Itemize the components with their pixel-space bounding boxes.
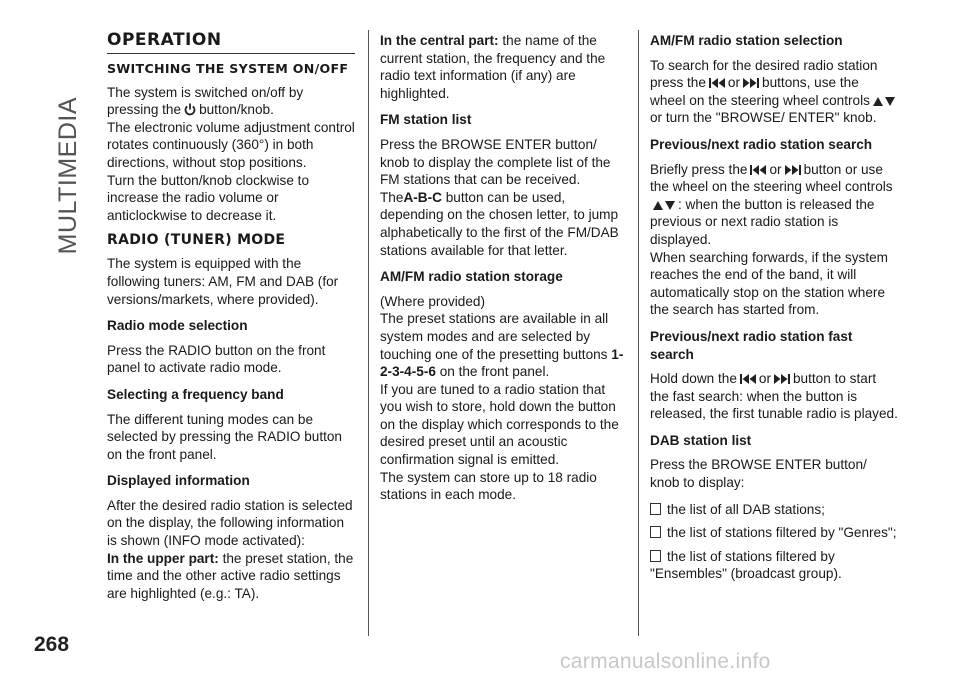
paragraph-upper	[107, 550, 355, 603]
abc-button-label: A-B-C	[403, 189, 442, 205]
section-title-operation: OPERATION	[107, 32, 355, 54]
preset-buttons-label: 1-2-3-4-5-6	[380, 346, 624, 380]
text: button to start the fast search: when the button is released, the first tunable radio is played.	[650, 371, 898, 422]
label-central: In the central part:	[380, 33, 499, 48]
paragraph-storage-2	[380, 310, 628, 380]
text: The system is switched on/off by pressing the	[107, 84, 304, 118]
page-number: 268	[34, 633, 70, 656]
text: button or use the wheel on the steering wheel controls	[650, 161, 893, 195]
text: To search for the desired radio station press the	[650, 57, 878, 91]
text: button can be used, depending on the chosen letter, to jump alphabetically to the first of the FM/DAB stations available for that letter.	[380, 189, 619, 258]
checkbox-bullet-icon	[650, 550, 661, 562]
heading-storage: AM/FM radio station storage	[380, 269, 563, 285]
paragraph-storage-1: (Where provided)	[380, 293, 486, 309]
heading-dab-list: DAB station list	[650, 432, 752, 448]
text: on the front panel.	[439, 364, 550, 380]
list-item-text: the list of stations filtered by "Genres";	[667, 525, 897, 541]
heading-band: Selecting a frequency band	[107, 386, 284, 402]
list-item-text: the list of stations filtered by "Ensembles" (broadcast group).	[650, 548, 842, 582]
previous-track-icon	[750, 164, 766, 176]
text: or	[769, 161, 782, 177]
list-item	[650, 548, 898, 583]
watermark: carmanualsonline.info	[560, 650, 771, 673]
heading-fast-search: Previous/next radio station fast search	[650, 328, 853, 362]
paragraph-central	[380, 32, 628, 102]
heading-switching: SWITCHING THE SYSTEM ON/OFF	[107, 60, 349, 76]
heading-displayed: Displayed information	[107, 473, 250, 489]
checkbox-bullet-icon	[650, 503, 661, 515]
text: Briefly press the	[650, 161, 748, 177]
checkbox-bullet-icon	[650, 526, 661, 538]
paragraph-storage-4: The system can store up to 18 radio stations in each mode.	[380, 469, 597, 503]
list-item	[650, 524, 898, 542]
power-icon	[184, 103, 196, 116]
paragraph-band: The different tuning modes can be selected by pressing the RADIO button on the front panel.	[107, 411, 342, 462]
text: : when the button is released the previous or next radio station is displayed.	[650, 196, 875, 247]
next-track-icon	[785, 164, 801, 176]
paragraph-radio: The system is equipped with the following tuners: AM, FM and DAB (for versions/markets, where provided).	[107, 256, 339, 307]
text: Hold down the	[650, 371, 737, 387]
next-track-icon	[743, 77, 759, 89]
paragraph-station-selection	[650, 57, 898, 127]
side-label-text: MULTIMEDIA	[53, 96, 82, 254]
text: the name of the current station, the frequency and the radio text information (if any) are highlighted.	[380, 33, 606, 101]
paragraph-prev-next	[650, 161, 898, 249]
column-1	[107, 32, 355, 611]
up-down-arrows-icon	[653, 199, 675, 211]
column-divider-2	[638, 30, 639, 636]
paragraph-switch-2: The electronic volume adjustment control rotates continuously (360°) in both directions, without stop positions.	[107, 119, 355, 170]
column-3	[650, 32, 898, 589]
text: or turn the "BROWSE/ ENTER" knob.	[650, 110, 877, 126]
paragraph-mode-selection: Press the RADIO button on the front panel to activate radio mode.	[107, 342, 326, 376]
paragraph-fast-search	[650, 370, 898, 423]
heading-station-selection: AM/FM radio station selection	[650, 33, 843, 48]
text: or	[758, 371, 771, 387]
previous-track-icon	[740, 373, 756, 385]
text: the preset station, the time and the other active radio settings are highlighted (e.g.: TA).	[107, 550, 354, 601]
list-item	[650, 501, 898, 519]
column-divider-1	[368, 30, 369, 636]
previous-track-icon	[709, 77, 725, 89]
heading-radio-mode: RADIO (TUNER) MODE	[107, 232, 286, 249]
paragraph-storage-3: If you are tuned to a radio station that you wish to store, hold down the button on the display which corresponds to the desired preset until an acoustic confirmation signal is emitted.	[380, 381, 619, 468]
next-track-icon	[774, 373, 790, 385]
column-2	[380, 32, 628, 513]
text: The	[380, 189, 404, 205]
paragraph-switch-1	[107, 84, 355, 119]
paragraph-switch-3: Turn the button/knob clockwise to increase the radio volume or anticlockwise to decrease it.	[107, 172, 310, 223]
text: The preset stations are available in all system modes and are selected by touching one of the presetting buttons	[380, 311, 609, 362]
paragraph-fm-list-1: Press the BROWSE ENTER button/ knob to display the complete list of the FM stations that can be received.	[380, 136, 611, 188]
heading-mode-selection: Radio mode selection	[107, 318, 248, 334]
heading-fm-list: FM station list	[380, 112, 472, 128]
paragraph-dab-list: Press the BROWSE ENTER button/ knob to display:	[650, 457, 867, 491]
text: button/knob.	[199, 102, 274, 118]
up-down-arrows-icon	[873, 95, 895, 107]
section-side-label	[48, 24, 88, 254]
label-upper: In the upper part:	[107, 550, 219, 566]
paragraph-prev-next-2: When searching forwards, if the system reaches the end of the band, it will automatically stop on the station where the search has started from.	[650, 249, 888, 318]
list-item-text: the list of all DAB stations;	[667, 501, 825, 517]
heading-prev-next: Previous/next radio station search	[650, 136, 873, 152]
paragraph-fm-list-2	[380, 189, 628, 259]
text: or	[727, 75, 741, 91]
paragraph-displayed: After the desired radio station is selected on the display, the following information is shown (INFO mode activated):	[107, 497, 353, 549]
text: buttons, use the wheel on the steering wheel controls	[650, 75, 870, 108]
